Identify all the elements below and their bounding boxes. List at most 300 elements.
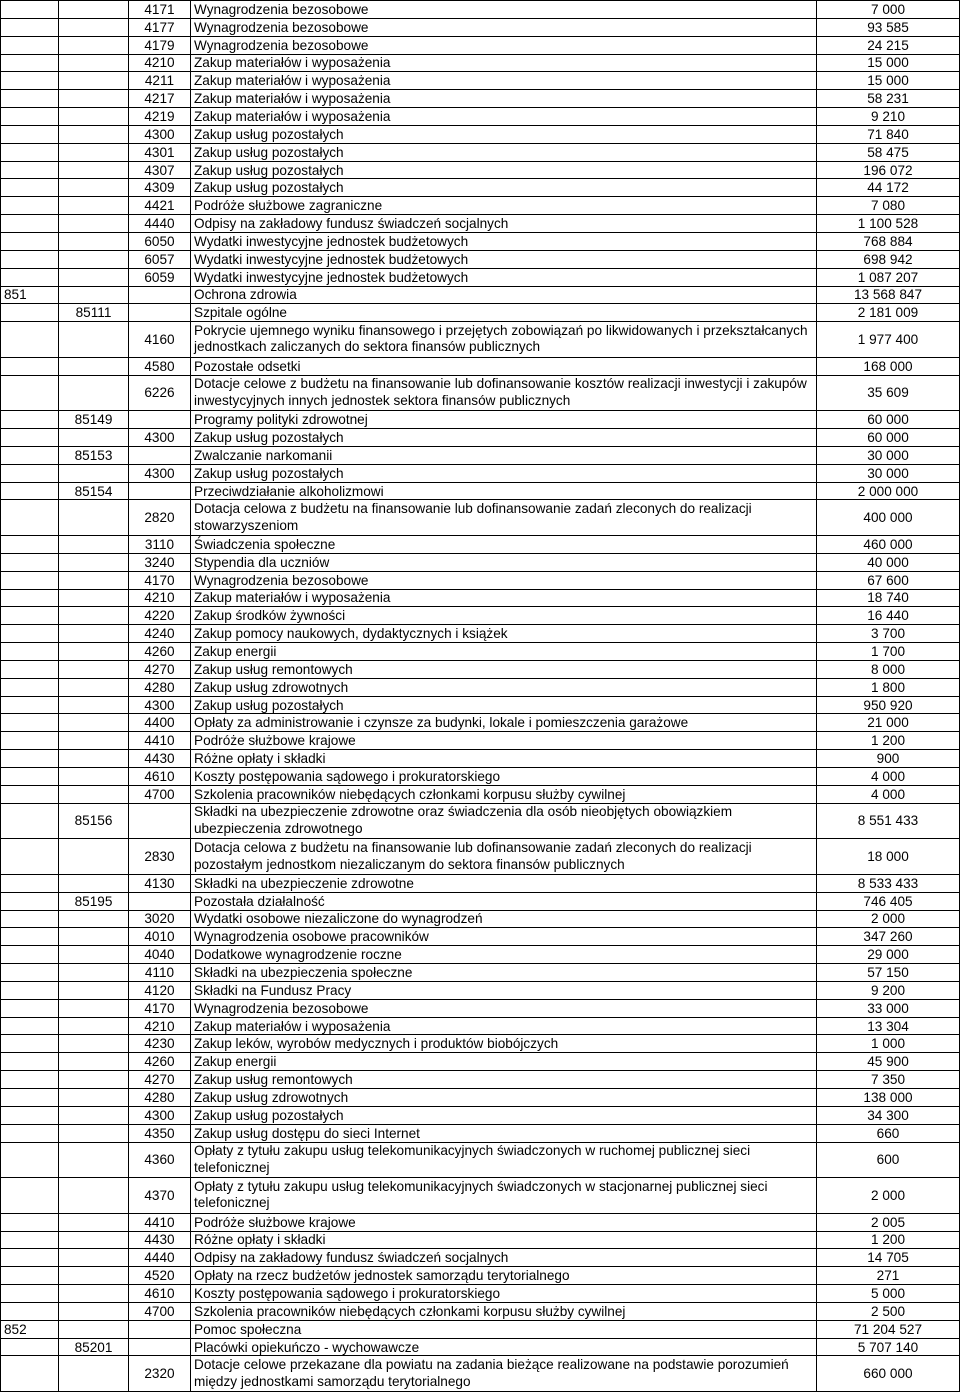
table-row — [1, 250, 960, 268]
item-amount: 58 231 — [817, 90, 960, 108]
item-description: Zakup usług pozostałych — [191, 1106, 817, 1124]
item-amount: 2 500 — [817, 1302, 960, 1320]
item-amount: 30 000 — [817, 464, 960, 482]
table-row — [1, 500, 960, 536]
budget-table-body — [1, 1, 960, 1392]
chapter-code — [59, 375, 129, 411]
chapter-code — [59, 1053, 129, 1071]
section-code — [1, 874, 59, 892]
paragraph-code — [129, 286, 191, 304]
paragraph-code: 4211 — [129, 72, 191, 90]
item-description: Zakup materiałów i wyposażenia — [191, 108, 817, 126]
item-amount: 60 000 — [817, 429, 960, 447]
item-description: Zakup środków żywności — [191, 607, 817, 625]
item-description: Wydatki osobowe niezaliczone do wynagrodzeń — [191, 910, 817, 928]
item-amount: 271 — [817, 1267, 960, 1285]
chapter-code — [59, 839, 129, 875]
table-row — [1, 1071, 960, 1089]
paragraph-code: 4210 — [129, 54, 191, 72]
item-description: Ochrona zdrowia — [191, 286, 817, 304]
item-description: Różne opłaty i składki — [191, 1231, 817, 1249]
section-code — [1, 108, 59, 126]
paragraph-code — [129, 1338, 191, 1356]
item-amount: 4 000 — [817, 785, 960, 803]
table-row — [1, 714, 960, 732]
section-code — [1, 1071, 59, 1089]
paragraph-code: 4240 — [129, 625, 191, 643]
paragraph-code: 2320 — [129, 1356, 191, 1392]
section-code — [1, 839, 59, 875]
paragraph-code: 4421 — [129, 197, 191, 215]
item-amount: 93 585 — [817, 18, 960, 36]
chapter-code — [59, 18, 129, 36]
section-code — [1, 768, 59, 786]
item-description: Różne opłaty i składki — [191, 750, 817, 768]
chapter-code — [59, 643, 129, 661]
table-row — [1, 946, 960, 964]
section-code — [1, 72, 59, 90]
section-code — [1, 732, 59, 750]
item-amount: 7 080 — [817, 197, 960, 215]
section-code — [1, 928, 59, 946]
item-description: Zakup usług pozostałych — [191, 696, 817, 714]
table-row — [1, 1142, 960, 1178]
section-code — [1, 143, 59, 161]
chapter-code: 85195 — [59, 892, 129, 910]
section-code — [1, 678, 59, 696]
paragraph-code: 4130 — [129, 874, 191, 892]
item-amount: 698 942 — [817, 250, 960, 268]
item-description: Wydatki inwestycyjne jednostek budżetowych — [191, 268, 817, 286]
item-amount: 660 000 — [817, 1356, 960, 1392]
item-description: Zakup materiałów i wyposażenia — [191, 54, 817, 72]
chapter-code — [59, 357, 129, 375]
chapter-code — [59, 1356, 129, 1392]
chapter-code — [59, 1089, 129, 1107]
section-code — [1, 750, 59, 768]
chapter-code — [59, 1017, 129, 1035]
paragraph-code: 4300 — [129, 125, 191, 143]
item-description: Szkolenia pracowników niebędących członkami korpusu służby cywilnej — [191, 1302, 817, 1320]
chapter-code — [59, 108, 129, 126]
item-description: Zakup energii — [191, 1053, 817, 1071]
table-row — [1, 732, 960, 750]
paragraph-code: 4160 — [129, 322, 191, 358]
paragraph-code: 3110 — [129, 536, 191, 554]
paragraph-code: 4370 — [129, 1178, 191, 1214]
chapter-code — [59, 714, 129, 732]
section-code — [1, 1, 59, 19]
item-description: Zakup usług pozostałych — [191, 143, 817, 161]
table-row — [1, 179, 960, 197]
section-code — [1, 36, 59, 54]
item-description: Stypendia dla uczniów — [191, 553, 817, 571]
table-row — [1, 215, 960, 233]
paragraph-code: 4270 — [129, 660, 191, 678]
item-description: Zakup materiałów i wyposażenia — [191, 72, 817, 90]
item-amount: 196 072 — [817, 161, 960, 179]
item-amount: 33 000 — [817, 999, 960, 1017]
item-description: Placówki opiekuńczo - wychowawcze — [191, 1338, 817, 1356]
table-row — [1, 446, 960, 464]
paragraph-code: 4217 — [129, 90, 191, 108]
table-row — [1, 1338, 960, 1356]
item-description: Zakup usług pozostałych — [191, 125, 817, 143]
item-description: Zakup energii — [191, 643, 817, 661]
item-description: Składki na ubezpieczenia społeczne — [191, 964, 817, 982]
chapter-code — [59, 946, 129, 964]
chapter-code — [59, 1124, 129, 1142]
item-amount: 15 000 — [817, 72, 960, 90]
section-code — [1, 482, 59, 500]
section-code — [1, 268, 59, 286]
table-row — [1, 1231, 960, 1249]
item-amount: 16 440 — [817, 607, 960, 625]
section-code — [1, 589, 59, 607]
item-amount: 35 609 — [817, 375, 960, 411]
section-code — [1, 946, 59, 964]
item-description: Zakup usług pozostałych — [191, 429, 817, 447]
item-amount: 660 — [817, 1124, 960, 1142]
item-description: Opłaty z tytułu zakupu usług telekomunikacyjnych świadczonych w ruchomej publicznej sieci telefonicznej — [191, 1142, 817, 1178]
table-row — [1, 660, 960, 678]
item-description: Wynagrodzenia bezosobowe — [191, 571, 817, 589]
chapter-code — [59, 322, 129, 358]
section-code — [1, 1249, 59, 1267]
chapter-code — [59, 1213, 129, 1231]
table-row — [1, 536, 960, 554]
item-amount: 8 000 — [817, 660, 960, 678]
paragraph-code: 4260 — [129, 643, 191, 661]
item-amount: 8 551 433 — [817, 803, 960, 839]
item-amount: 15 000 — [817, 54, 960, 72]
item-amount: 768 884 — [817, 232, 960, 250]
table-row — [1, 161, 960, 179]
chapter-code — [59, 964, 129, 982]
item-amount: 9 210 — [817, 108, 960, 126]
item-amount: 2 000 — [817, 910, 960, 928]
paragraph-code: 6050 — [129, 232, 191, 250]
chapter-code — [59, 589, 129, 607]
table-row — [1, 464, 960, 482]
chapter-code — [59, 571, 129, 589]
item-amount: 30 000 — [817, 446, 960, 464]
paragraph-code — [129, 304, 191, 322]
item-description: Koszty postępowania sądowego i prokuratorskiego — [191, 1285, 817, 1303]
section-code — [1, 1124, 59, 1142]
paragraph-code: 4210 — [129, 589, 191, 607]
item-amount: 18 740 — [817, 589, 960, 607]
chapter-code — [59, 1302, 129, 1320]
table-row — [1, 589, 960, 607]
chapter-code — [59, 215, 129, 233]
table-row — [1, 286, 960, 304]
item-description: Zakup pomocy naukowych, dydaktycznych i książek — [191, 625, 817, 643]
chapter-code — [59, 500, 129, 536]
item-amount: 44 172 — [817, 179, 960, 197]
item-description: Zakup usług pozostałych — [191, 464, 817, 482]
paragraph-code: 4350 — [129, 1124, 191, 1142]
paragraph-code: 6226 — [129, 375, 191, 411]
table-row — [1, 928, 960, 946]
table-row — [1, 768, 960, 786]
section-code — [1, 625, 59, 643]
table-row — [1, 1356, 960, 1392]
item-amount: 60 000 — [817, 411, 960, 429]
section-code — [1, 696, 59, 714]
item-description: Dotacja celowa z budżetu na finansowanie lub dofinansowanie zadań zleconych do realizacji stowarzyszeniom — [191, 500, 817, 536]
chapter-code — [59, 1071, 129, 1089]
item-description: Składki na Fundusz Pracy — [191, 981, 817, 999]
section-code — [1, 250, 59, 268]
table-row — [1, 625, 960, 643]
table-row — [1, 1, 960, 19]
item-amount: 13 304 — [817, 1017, 960, 1035]
item-description: Podróże służbowe krajowe — [191, 1213, 817, 1231]
item-description: Programy polityki zdrowotnej — [191, 411, 817, 429]
table-row — [1, 999, 960, 1017]
paragraph-code: 4300 — [129, 1106, 191, 1124]
chapter-code — [59, 143, 129, 161]
section-code — [1, 161, 59, 179]
chapter-code — [59, 910, 129, 928]
table-row — [1, 54, 960, 72]
section-code — [1, 411, 59, 429]
paragraph-code: 4309 — [129, 179, 191, 197]
section-code — [1, 500, 59, 536]
item-amount: 5 000 — [817, 1285, 960, 1303]
section-code — [1, 892, 59, 910]
section-code — [1, 964, 59, 982]
table-row — [1, 482, 960, 500]
section-code — [1, 1267, 59, 1285]
table-row — [1, 72, 960, 90]
table-row — [1, 411, 960, 429]
section-code — [1, 643, 59, 661]
paragraph-code — [129, 803, 191, 839]
paragraph-code: 4300 — [129, 696, 191, 714]
section-code — [1, 660, 59, 678]
paragraph-code: 4700 — [129, 1302, 191, 1320]
item-amount: 746 405 — [817, 892, 960, 910]
paragraph-code: 4700 — [129, 785, 191, 803]
table-row — [1, 36, 960, 54]
paragraph-code: 4280 — [129, 1089, 191, 1107]
chapter-code — [59, 660, 129, 678]
chapter-code — [59, 696, 129, 714]
table-row — [1, 268, 960, 286]
table-row — [1, 1178, 960, 1214]
table-row — [1, 607, 960, 625]
item-description: Wynagrodzenia bezosobowe — [191, 1, 817, 19]
item-description: Opłaty na rzecz budżetów jednostek samorządu terytorialnego — [191, 1267, 817, 1285]
table-row — [1, 18, 960, 36]
item-amount: 1 087 207 — [817, 268, 960, 286]
item-amount: 8 533 433 — [817, 874, 960, 892]
item-description: Dotacje celowe z budżetu na finansowanie lub dofinansowanie kosztów realizacji inwestycji i zakupów inwestycyjnych innych jednostek sektora finansów publicznych — [191, 375, 817, 411]
table-row — [1, 964, 960, 982]
section-code — [1, 232, 59, 250]
item-description: Przeciwdziałanie alkoholizmowi — [191, 482, 817, 500]
table-row — [1, 143, 960, 161]
chapter-code — [59, 607, 129, 625]
item-amount: 400 000 — [817, 500, 960, 536]
item-description: Podróże służbowe krajowe — [191, 732, 817, 750]
item-description: Zakup usług pozostałych — [191, 161, 817, 179]
section-code — [1, 18, 59, 36]
item-amount: 5 707 140 — [817, 1338, 960, 1356]
item-amount: 168 000 — [817, 357, 960, 375]
paragraph-code — [129, 1320, 191, 1338]
chapter-code — [59, 268, 129, 286]
item-description: Wynagrodzenia osobowe pracowników — [191, 928, 817, 946]
item-description: Wydatki inwestycyjne jednostek budżetowych — [191, 250, 817, 268]
paragraph-code: 4170 — [129, 999, 191, 1017]
item-amount: 600 — [817, 1142, 960, 1178]
section-code — [1, 375, 59, 411]
section-code — [1, 714, 59, 732]
chapter-code — [59, 678, 129, 696]
item-amount: 67 600 — [817, 571, 960, 589]
item-amount: 950 920 — [817, 696, 960, 714]
table-row — [1, 90, 960, 108]
section-code: 851 — [1, 286, 59, 304]
paragraph-code: 4171 — [129, 1, 191, 19]
table-row — [1, 892, 960, 910]
chapter-code: 85111 — [59, 304, 129, 322]
table-row — [1, 108, 960, 126]
chapter-code — [59, 1285, 129, 1303]
paragraph-code: 4300 — [129, 429, 191, 447]
table-row — [1, 553, 960, 571]
table-row — [1, 1302, 960, 1320]
section-code — [1, 1356, 59, 1392]
item-amount: 900 — [817, 750, 960, 768]
item-description: Dotacje celowe przekazane dla powiatu na zadania bieżące realizowane na podstawie porozumień między jednostkami samorządu terytorialnego — [191, 1356, 817, 1392]
paragraph-code: 4010 — [129, 928, 191, 946]
item-description: Zakup usług zdrowotnych — [191, 678, 817, 696]
item-description: Dotacja celowa z budżetu na finansowanie lub dofinansowanie zadań zleconych do realizacji pozostałym jednostkom niezaliczanym do sektora finansów publicznych — [191, 839, 817, 875]
section-code — [1, 1035, 59, 1053]
item-amount: 138 000 — [817, 1089, 960, 1107]
section-code — [1, 125, 59, 143]
item-amount: 57 150 — [817, 964, 960, 982]
section-code — [1, 464, 59, 482]
item-amount: 460 000 — [817, 536, 960, 554]
item-description: Pozostałe odsetki — [191, 357, 817, 375]
paragraph-code: 3020 — [129, 910, 191, 928]
section-code — [1, 553, 59, 571]
section-code — [1, 536, 59, 554]
table-row — [1, 785, 960, 803]
item-description: Zakup usług remontowych — [191, 1071, 817, 1089]
chapter-code — [59, 1142, 129, 1178]
item-description: Składki na ubezpieczenie zdrowotne oraz świadczenia dla osób nieobjętych obowiązkiem ubezpieczenia zdrowotnego — [191, 803, 817, 839]
item-description: Świadczenia społeczne — [191, 536, 817, 554]
item-description: Zakup usług dostępu do sieci Internet — [191, 1124, 817, 1142]
item-description: Pomoc społeczna — [191, 1320, 817, 1338]
section-code — [1, 785, 59, 803]
paragraph-code: 4430 — [129, 750, 191, 768]
paragraph-code: 2830 — [129, 839, 191, 875]
paragraph-code: 2820 — [129, 500, 191, 536]
item-amount: 21 000 — [817, 714, 960, 732]
item-amount: 1 200 — [817, 1231, 960, 1249]
item-description: Odpisy na zakładowy fundusz świadczeń socjalnych — [191, 215, 817, 233]
item-amount: 347 260 — [817, 928, 960, 946]
section-code — [1, 1338, 59, 1356]
paragraph-code — [129, 446, 191, 464]
table-row — [1, 1035, 960, 1053]
item-description: Zakup leków, wyrobów medycznych i produktów biobójczych — [191, 1035, 817, 1053]
table-row — [1, 1089, 960, 1107]
section-code — [1, 1231, 59, 1249]
section-code — [1, 54, 59, 72]
item-amount: 14 705 — [817, 1249, 960, 1267]
item-description: Zakup materiałów i wyposażenia — [191, 589, 817, 607]
paragraph-code: 4440 — [129, 215, 191, 233]
table-row — [1, 1249, 960, 1267]
section-code — [1, 1017, 59, 1035]
item-amount: 9 200 — [817, 981, 960, 999]
chapter-code — [59, 1035, 129, 1053]
item-amount: 4 000 — [817, 768, 960, 786]
paragraph-code — [129, 892, 191, 910]
paragraph-code: 4580 — [129, 357, 191, 375]
paragraph-code: 4270 — [129, 1071, 191, 1089]
table-row — [1, 696, 960, 714]
chapter-code — [59, 54, 129, 72]
chapter-code — [59, 750, 129, 768]
item-amount: 45 900 — [817, 1053, 960, 1071]
item-amount: 29 000 — [817, 946, 960, 964]
chapter-code — [59, 732, 129, 750]
paragraph-code: 4177 — [129, 18, 191, 36]
section-code — [1, 1178, 59, 1214]
item-amount: 71 204 527 — [817, 1320, 960, 1338]
table-row — [1, 322, 960, 358]
item-amount: 18 000 — [817, 839, 960, 875]
item-description: Koszty postępowania sądowego i prokuratorskiego — [191, 768, 817, 786]
paragraph-code: 4520 — [129, 1267, 191, 1285]
table-row — [1, 1017, 960, 1035]
table-row — [1, 981, 960, 999]
table-row — [1, 1213, 960, 1231]
section-code — [1, 197, 59, 215]
chapter-code — [59, 1267, 129, 1285]
chapter-code — [59, 197, 129, 215]
section-code — [1, 607, 59, 625]
item-description: Wynagrodzenia bezosobowe — [191, 999, 817, 1017]
chapter-code — [59, 1320, 129, 1338]
item-amount: 1 200 — [817, 732, 960, 750]
paragraph-code: 4301 — [129, 143, 191, 161]
chapter-code — [59, 999, 129, 1017]
section-code — [1, 357, 59, 375]
chapter-code — [59, 536, 129, 554]
paragraph-code: 4210 — [129, 1017, 191, 1035]
paragraph-code: 4430 — [129, 1231, 191, 1249]
paragraph-code: 4400 — [129, 714, 191, 732]
item-description: Odpisy na zakładowy fundusz świadczeń socjalnych — [191, 1249, 817, 1267]
paragraph-code: 6057 — [129, 250, 191, 268]
item-amount: 2 005 — [817, 1213, 960, 1231]
table-row — [1, 357, 960, 375]
chapter-code — [59, 1178, 129, 1214]
paragraph-code: 4170 — [129, 571, 191, 589]
item-description: Podróże służbowe zagraniczne — [191, 197, 817, 215]
chapter-code — [59, 1249, 129, 1267]
